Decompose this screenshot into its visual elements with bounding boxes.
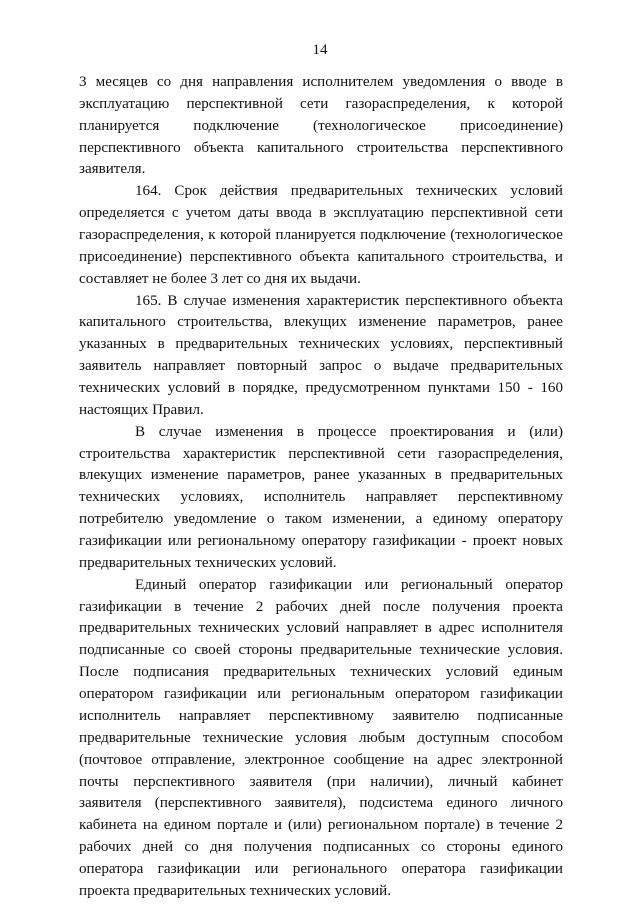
document-body <box>79 72 563 903</box>
paragraph-164: 164. Срок действия предварительных технических условий определяется с учетом даты ввода в эксплуатацию перспективной сети газораспределения, к которой планируется подключение (технологическое присоединение) перспективного объекта капитального строительства, и составляет не более 3 лет со дня их выдачи. <box>79 183 563 287</box>
paragraph-operator-signing: Единый оператор газификации или региональный оператор газификации в течение 2 рабочих дней после получения проекта предварительных технических условий направляет в адрес исполнителя подписанные со своей стороны предварительные технические условия. После подписания предварительных технических условий единым оператором газификации или региональным оператором газификации исполнитель направляет перспективному заявителю подписанные предварительные технические условия любым доступным способом (почтовое отправление, электронное сообщение на адрес электронной почты перспективного заявителя (при наличии), личный кабинет заявителя (перспективного заявителя), подсистема единого личного кабинета на едином портале и (или) региональном портале) в течение 2 рабочих дней со дня получения подписанных со стороны единого оператора газификации или регионального оператора газификации проекта предварительных технических условий. <box>79 576 563 899</box>
paragraph-design-change: В случае изменения в процессе проектирования и (или) строительства характеристик перспективной сети газораспределения, влекущих изменение параметров, ранее указанных в предварительных технических условиях, исполнитель направляет перспективному потребителю уведомление о таком изменении, а единому оператору газификации или региональному оператору газификации - проект новых предварительных технических условий. <box>79 423 563 571</box>
paragraph-165: 165. В случае изменения характеристик перспективного объекта капитального строительства, влекущих изменение параметров, ранее указанных в предварительных технических условиях, перспективный заявитель направляет повторный запрос о выдаче предварительных технических условий в порядке, предусмотренном пунктами 150 - 160 настоящих Правил. <box>79 292 563 418</box>
paragraph-continuation: 3 месяцев со дня направления исполнителем уведомления о вводе в эксплуатацию перспективной сети газораспределения, к которой планируется подключение (технологическое присоединение) перспективного объекта капитального строительства перспективного заявителя. <box>79 74 563 178</box>
page-number: 14 <box>312 42 328 58</box>
